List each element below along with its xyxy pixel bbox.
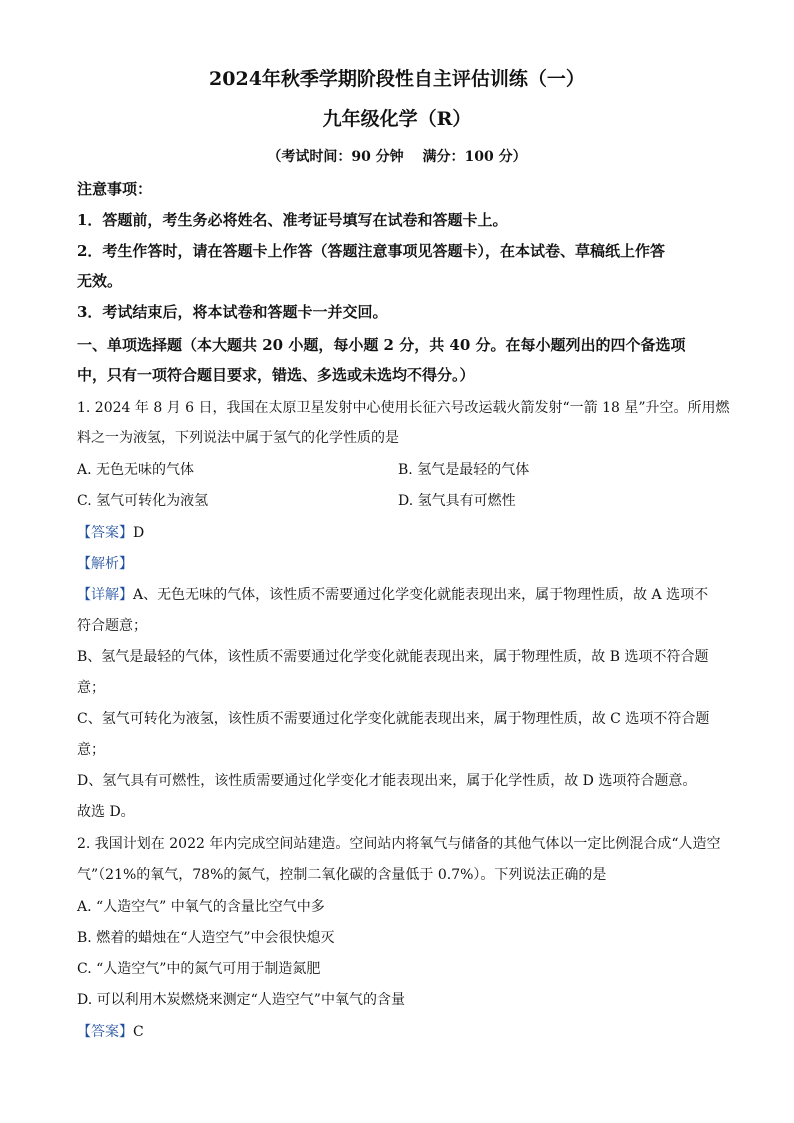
q2-stem-cont: 气”（21%的氧气，78%的氮气，控制二氧化碳的含量低于 0.7%）。下列说法正确的是 xyxy=(77,867,607,883)
q1-detail-line: 意； xyxy=(77,680,105,696)
q1-detail-line: 意； xyxy=(77,742,105,758)
exam-info: （考试时间：90 分钟 满分：100 分） xyxy=(267,149,527,165)
notice-item-2: 2．考生作答时，请在答题卡上作答（答题注意事项见答题卡），在本试卷、草稿纸上作答 xyxy=(77,242,665,260)
q1-option-a: A. 无色无味的气体 xyxy=(77,462,195,478)
section-heading-cont: 中，只有一项符合题目要求，错选、多选或未选均不得分。） xyxy=(77,366,475,384)
q2-option-b: B. 燃着的蜡烛在“人造空气”中会很快熄灭 xyxy=(77,930,335,946)
q2-option-d: D. 可以利用木炭燃烧来测定“人造空气”中氧气的含量 xyxy=(77,992,405,1008)
answer-label: 【答案】 xyxy=(77,525,133,541)
q2-stem: 2. 我国计划在 2022 年内完成空间站建造。空间站内将氧气与储备的其他气体以一定比例混合成“人造空 xyxy=(77,836,721,852)
answer-label: 【答案】 xyxy=(77,1024,133,1040)
notice-item-3: 3．考试结束后，将本试卷和答题卡一并交回。 xyxy=(77,303,388,321)
q2-option-a: A. “人造空气” 中氧气的含量比空气中多 xyxy=(77,899,325,915)
q1-option-c: C. 氢气可转化为液氢 xyxy=(77,493,209,509)
page-subtitle: 九年级化学（R） xyxy=(322,108,472,130)
notice-item-2-cont: 无效。 xyxy=(77,272,123,290)
answer-value: D xyxy=(133,525,145,541)
q1-option-d: D. 氢气具有可燃性 xyxy=(398,493,516,509)
q1-detail-line: C、氢气可转化为液氢，该性质不需要通过化学变化就能表现出来，属于物理性质，故 C 选项不符合题 xyxy=(77,711,710,727)
q1-analysis xyxy=(77,553,727,573)
q1-stem-cont: 料之一为液氢，下列说法中属于氢气的化学性质的是 xyxy=(77,430,399,446)
q1-detail xyxy=(77,584,727,604)
q1-option-b: B. 氢气是最轻的气体 xyxy=(398,462,530,478)
q2-option-c: C. “人造空气”中的氮气可用于制造氮肥 xyxy=(77,961,321,977)
notice-heading: 注意事项： xyxy=(77,180,153,198)
analysis-label: 【解析】 xyxy=(77,556,133,572)
section-heading: 一、单项选择题（本大题共 20 小题，每小题 2 分，共 40 分。在每小题列出的四个备选项 xyxy=(77,336,686,354)
q2-answer xyxy=(77,1021,727,1041)
detail-label: 【详解】 xyxy=(77,587,133,603)
notice-item-1: 1．答题前，考生务必将姓名、准考证号填写在试卷和答题卡上。 xyxy=(77,211,508,229)
q1-detail-line: 符合题意； xyxy=(77,618,147,634)
detail-text: A、无色无味的气体，该性质不需要通过化学变化就能表现出来，属于物理性质，故 A 选项不 xyxy=(133,587,709,603)
q1-answer xyxy=(77,522,727,542)
page-title: 2024年秋季学期阶段性自主评估训练（一） xyxy=(209,68,585,90)
answer-value: C xyxy=(133,1024,144,1040)
q1-detail-line: D、氢气具有可燃性，该性质需要通过化学变化才能表现出来，属于化学性质，故 D 选项符合题意。 xyxy=(77,773,697,789)
q1-conclusion: 故选 D。 xyxy=(77,804,135,820)
q1-stem: 1. 2024 年 8 月 6 日，我国在太原卫星发射中心使用长征六号改运载火箭发射“一箭 18 星”升空。所用燃 xyxy=(77,400,730,416)
q1-detail-line: B、氢气是最轻的气体，该性质不需要通过化学变化就能表现出来，属于物理性质，故 B 选项不符合题 xyxy=(77,649,709,665)
